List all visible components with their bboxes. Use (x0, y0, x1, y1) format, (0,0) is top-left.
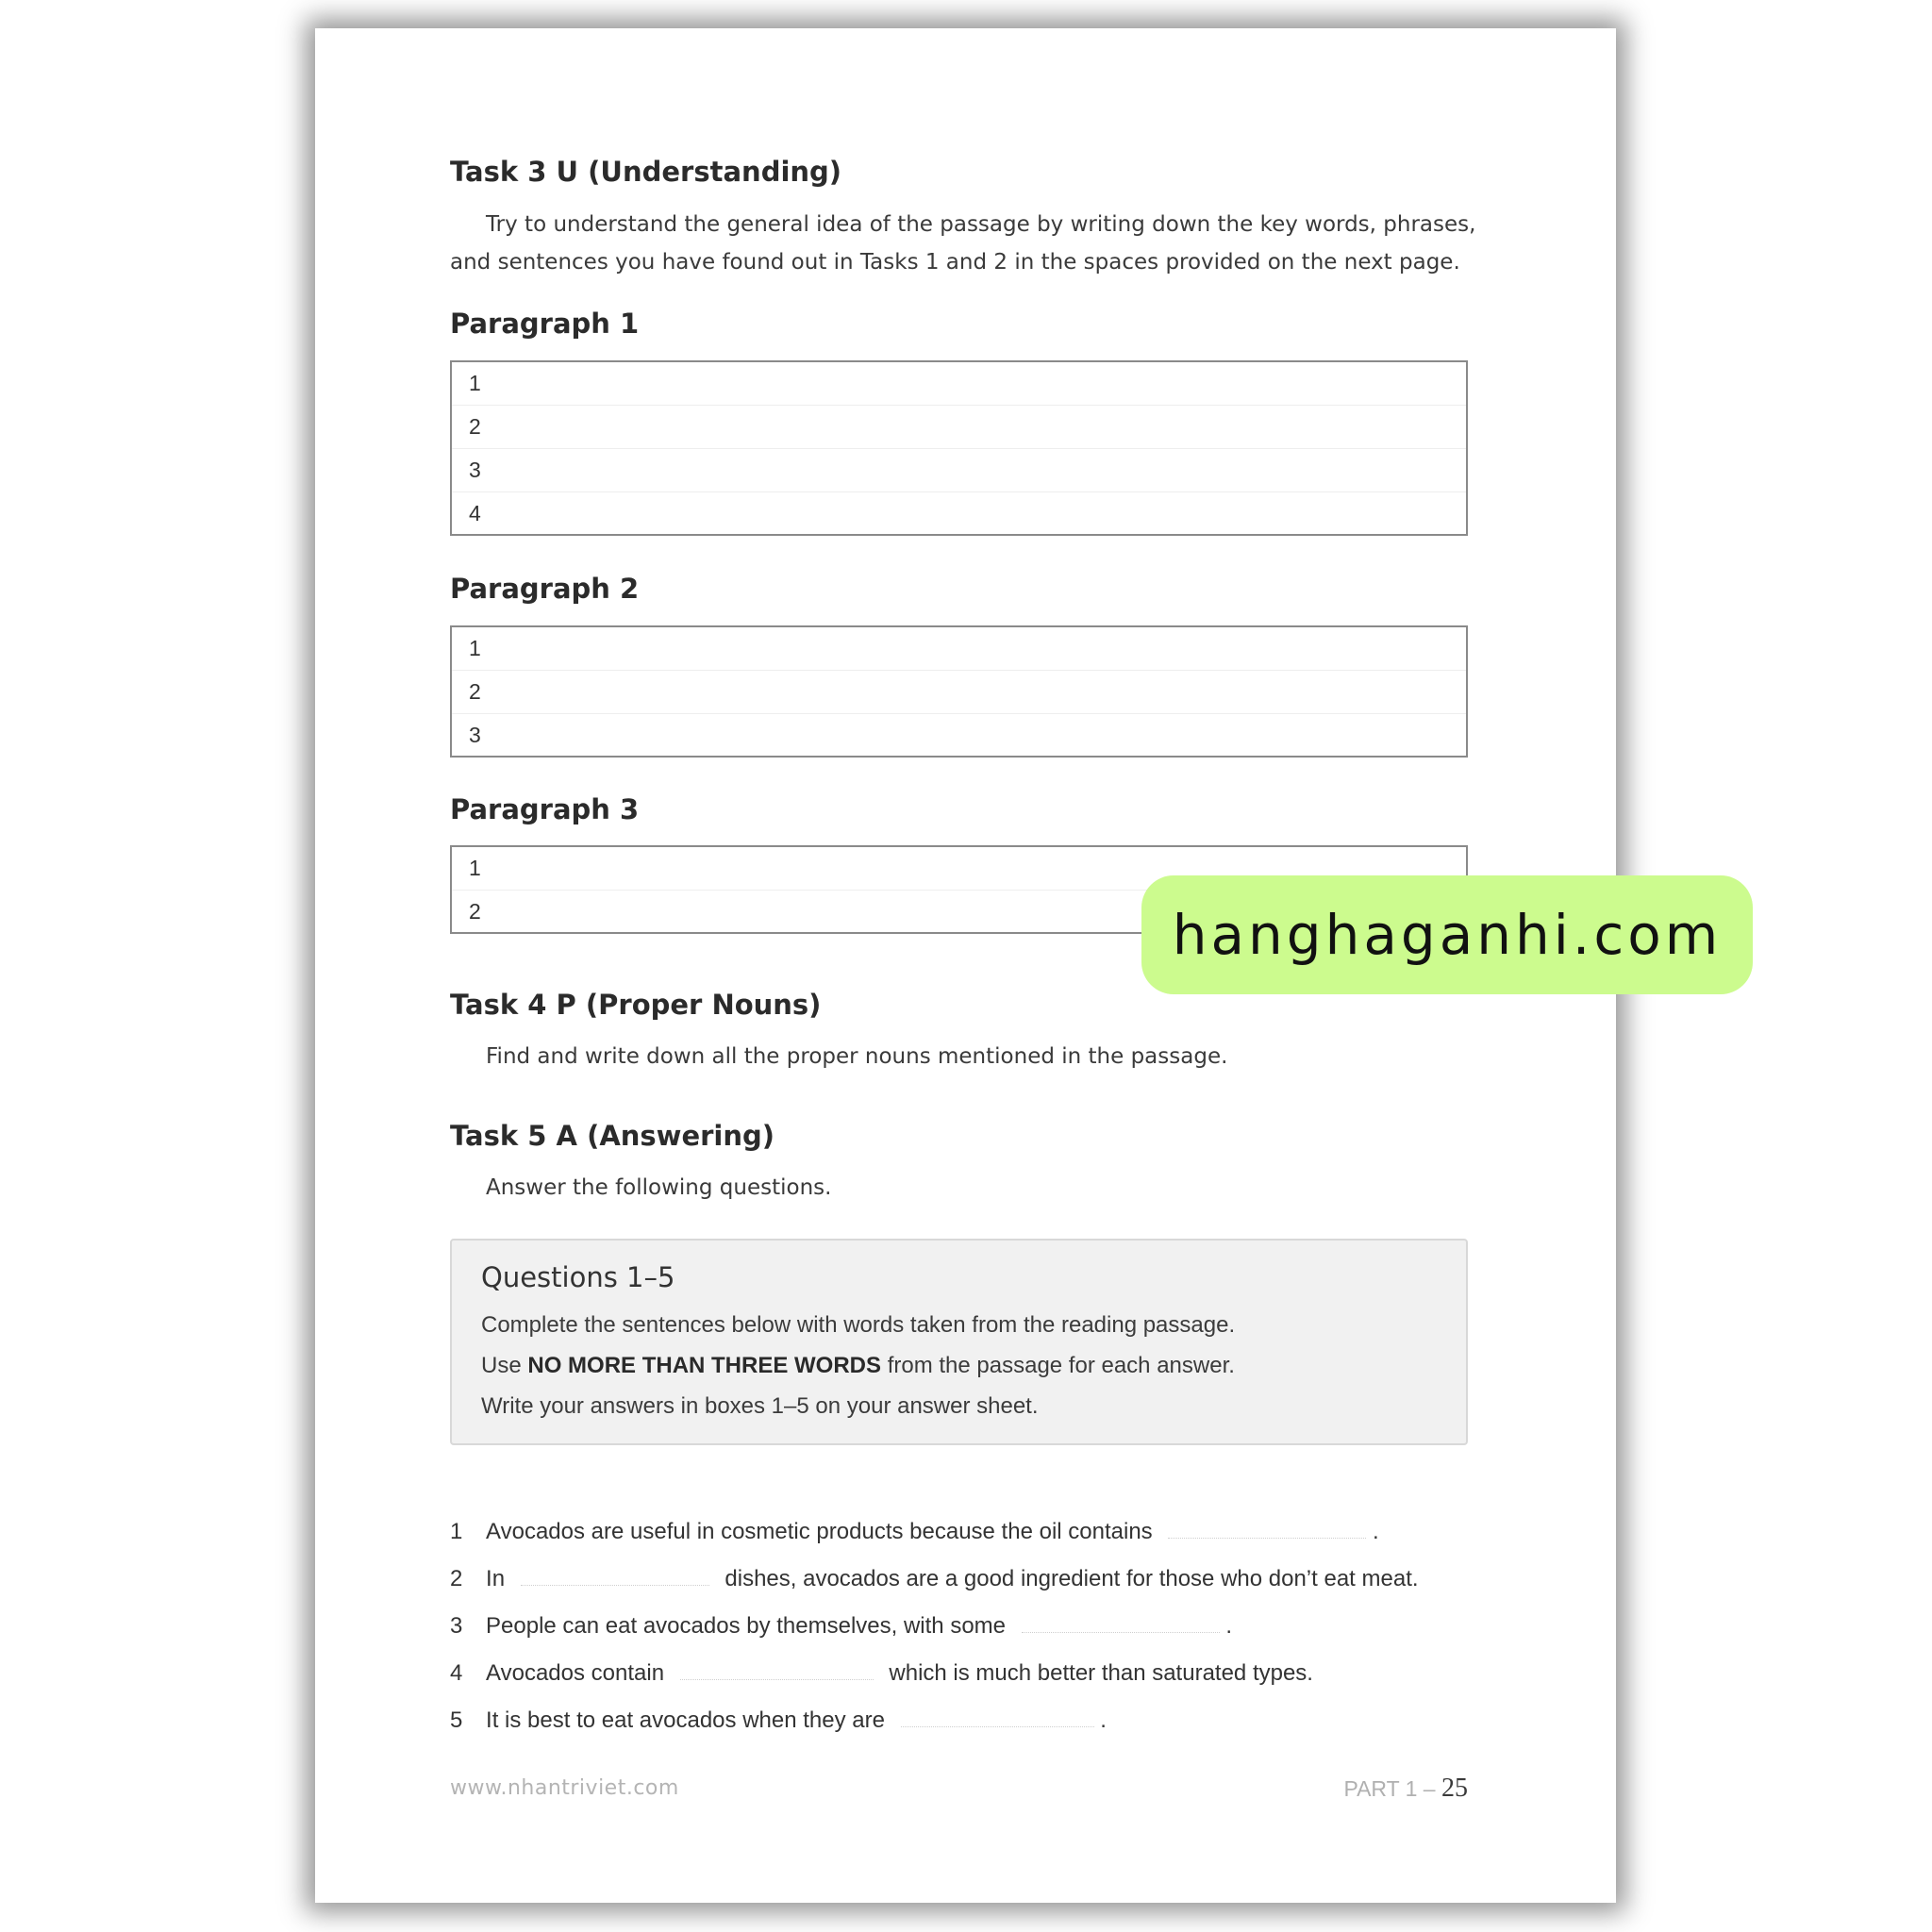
answer-row[interactable] (452, 406, 1466, 449)
answer-row[interactable] (452, 714, 1466, 758)
answer-row[interactable] (452, 362, 1466, 406)
item-number: 5 (450, 1707, 463, 1733)
footer-website[interactable]: www.nhantriviet.com (450, 1776, 679, 1800)
paragraph2-heading: Paragraph 2 (450, 573, 640, 605)
row-number: 1 (469, 636, 481, 660)
footer-page-label (1343, 1774, 1468, 1804)
item-text-after: dishes, avocados are a good ingredient for those who don’t eat meat. (724, 1566, 1419, 1591)
item-text-before: It is best to eat avocados when they are (486, 1707, 885, 1733)
question-item-1 (450, 1519, 1379, 1545)
row-number: 3 (469, 723, 481, 747)
question-item-5 (450, 1707, 1107, 1734)
item-text-after: which is much better than saturated types. (889, 1660, 1313, 1686)
item-text-after: . (1100, 1707, 1107, 1733)
answer-blank[interactable] (901, 1707, 1094, 1727)
questions-instruction-box (450, 1239, 1468, 1445)
row-number: 2 (469, 679, 481, 704)
paragraph2-answer-box[interactable] (450, 625, 1468, 758)
answer-blank[interactable] (1022, 1613, 1220, 1633)
questions-line2 (481, 1353, 1235, 1379)
item-text-after: . (1373, 1519, 1379, 1544)
item-text-before: Avocados are useful in cosmetic products because the oil contains (486, 1519, 1153, 1544)
book-page (315, 28, 1723, 1903)
answer-row[interactable] (452, 627, 1466, 671)
row-number: 4 (469, 501, 481, 525)
answer-blank[interactable] (521, 1566, 709, 1586)
answer-row[interactable] (452, 671, 1466, 714)
question-item-2 (450, 1566, 1419, 1592)
paragraph1-answer-box[interactable] (450, 360, 1468, 536)
item-number: 4 (450, 1660, 463, 1686)
questions-line2-pre: Use (481, 1353, 528, 1378)
item-number: 3 (450, 1613, 463, 1639)
row-number: 2 (469, 414, 481, 439)
item-number: 2 (450, 1566, 463, 1591)
questions-line2-bold: NO MORE THAN THREE WORDS (527, 1353, 882, 1378)
watermark-badge (1141, 875, 1753, 994)
paragraph1-heading: Paragraph 1 (450, 308, 640, 340)
task4-instruction: Find and write down all the proper nouns mentioned in the passage. (486, 1044, 1228, 1069)
answer-blank[interactable] (680, 1660, 874, 1680)
watermark-text: hanghaganhi.com (1172, 903, 1723, 967)
task4-heading: Task 4 P (Proper Nouns) (450, 989, 822, 1021)
item-text-after: . (1225, 1613, 1233, 1639)
question-item-3 (450, 1613, 1232, 1640)
question-item-4 (450, 1660, 1313, 1687)
row-number: 1 (469, 856, 481, 880)
footer-part: PART 1 – (1343, 1776, 1441, 1801)
answer-row[interactable] (452, 449, 1466, 492)
answer-blank[interactable] (1168, 1519, 1366, 1539)
item-text-before: Avocados contain (486, 1660, 665, 1686)
item-number: 1 (450, 1519, 463, 1544)
page-number: 25 (1441, 1774, 1468, 1803)
row-number: 1 (469, 371, 481, 395)
task3-heading: Task 3 U (Understanding) (450, 156, 842, 188)
item-text-before: In (486, 1566, 506, 1591)
questions-line3: Write your answers in boxes 1–5 on your answer sheet. (481, 1393, 1039, 1419)
questions-line2-post: from the passage for each answer. (881, 1353, 1235, 1378)
item-text-before: People can eat avocados by themselves, with some (486, 1613, 1006, 1639)
answer-row[interactable] (452, 492, 1466, 536)
task5-heading: Task 5 A (Answering) (450, 1120, 775, 1152)
questions-title: Questions 1–5 (481, 1261, 675, 1293)
row-number: 2 (469, 899, 481, 924)
task3-instruction-line2: and sentences you have found out in Tasks 1 and 2 in the spaces provided on the next page. (450, 250, 1460, 275)
task3-instruction-line1: Try to understand the general idea of the passage by writing down the key words, phrases, (486, 212, 1476, 237)
questions-line1: Complete the sentences below with words taken from the reading passage. (481, 1312, 1236, 1338)
row-number: 3 (469, 458, 481, 482)
paragraph3-heading: Paragraph 3 (450, 793, 640, 825)
task5-instruction: Answer the following questions. (486, 1175, 832, 1200)
